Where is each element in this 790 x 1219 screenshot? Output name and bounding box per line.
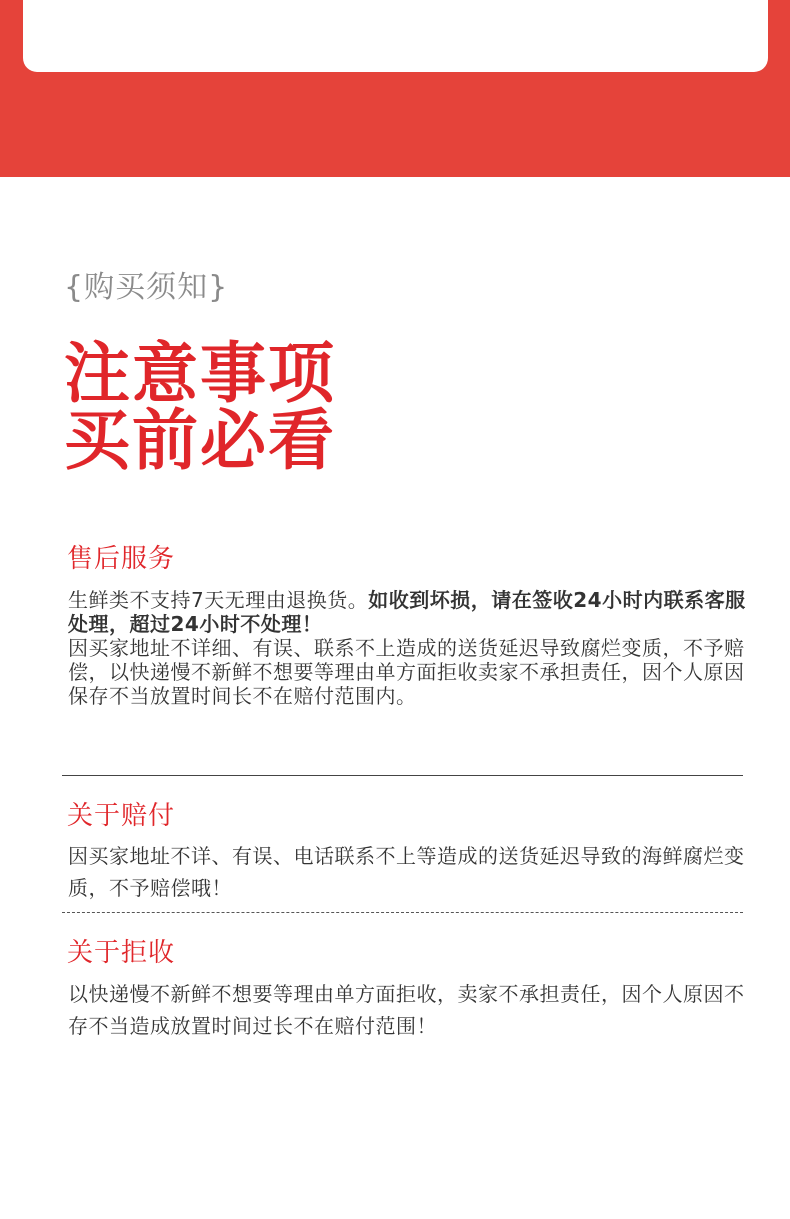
notice-subtitle: {购买须知} xyxy=(64,270,229,305)
section-body-after-sales xyxy=(68,588,748,708)
after-sales-bold-text: 如收到坏损，请在签收24小时内联系客服处理，超过24小时不处理！ xyxy=(68,588,746,636)
section-divider-dashed xyxy=(62,912,743,913)
headline-line-1: 注意事项 xyxy=(64,335,336,412)
after-sales-rest-text: 因买家地址不详细、有误、联系不上造成的送货延迟导致腐烂变质，不予赔偿，以快递慢不新鲜不想要等理由单方面拒收卖家不承担责任，因个人原因保存不当放置时间长不在赔付范围内。 xyxy=(68,636,745,708)
section-title-compensation: 关于赔付 xyxy=(67,801,176,831)
section-title-rejection: 关于拒收 xyxy=(67,938,176,968)
section-body-rejection: 以快递慢不新鲜不想要等理由单方面拒收，卖家不承担责任，因个人原因不存不当造成放置时间过长不在赔付范围！ xyxy=(68,982,745,1038)
headline-line-2: 买前必看 xyxy=(64,402,336,479)
section-title-after-sales: 售后服务 xyxy=(67,544,176,574)
after-sales-intro-text: 生鲜类不支持7天无理由退换货。 xyxy=(68,588,369,612)
section-body-compensation: 因买家地址不详、有误、电话联系不上等造成的送货延迟导致的海鲜腐烂变质，不予赔偿哦！ xyxy=(68,844,745,900)
top-card-panel xyxy=(23,0,768,72)
section-divider-solid xyxy=(62,775,743,776)
